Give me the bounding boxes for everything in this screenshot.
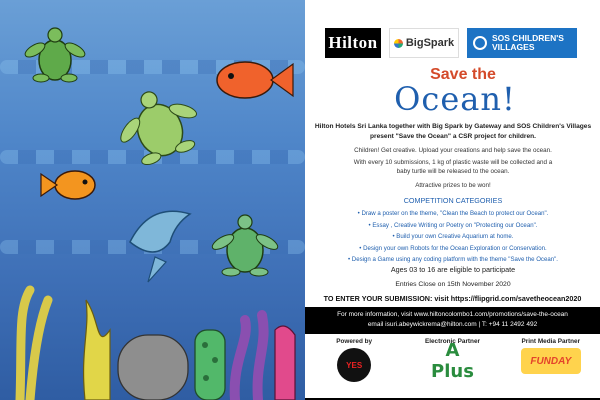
title-save-the: Save the — [430, 66, 496, 83]
bigspark-mark-icon — [394, 39, 403, 48]
funday-logo: FUNDAY — [521, 348, 581, 374]
turtle-bottom-right — [210, 215, 280, 276]
sos-villages-logo: SOS CHILDREN'S VILLAGES — [467, 28, 577, 58]
turtle-center — [106, 78, 210, 172]
category-item: • Essay , Creative Writing or Poetry on "Protecting our Ocean". — [368, 221, 538, 229]
fish-top-right — [217, 62, 293, 98]
dolphin — [130, 211, 190, 282]
partner-powered-by: Powered by YES — [309, 338, 399, 398]
coral-reef — [20, 290, 295, 400]
category-item: • Build your own Creative Aquarium at home. — [392, 233, 514, 241]
title-ocean: Ocean! — [394, 80, 516, 118]
age-eligibility: Ages 03 to 16 are eligible to participate — [390, 265, 516, 274]
body-text-1: Children! Get creative. Upload your creations and help save the ocean. — [354, 147, 552, 154]
intro-text: Hilton Hotels Sri Lanka together with Big Spark by Gateway and SOS Children's Villages present "Save the Ocean" a CSR project for children. — [314, 123, 592, 140]
entries-close: Entries Close on 15th November 2020 — [395, 281, 511, 288]
hilton-logo: Hilton — [325, 28, 381, 58]
body-text-3: Attractive prizes to be won! — [415, 182, 491, 189]
partner-electronic: Electronic Partner A Plus — [407, 338, 497, 398]
aplus-logo: A Plus — [431, 340, 474, 382]
sos-mark-icon — [473, 36, 487, 50]
bigspark-logo: BigSpark — [389, 28, 459, 58]
category-item: • Design a Game using any coding platform with the theme "Save the Ocean". — [347, 256, 559, 264]
fish-middle-left — [41, 171, 95, 199]
info-bar — [305, 307, 600, 334]
sponsor-logos — [325, 28, 577, 58]
info-website[interactable]: For more information, visit www.hiltoncolombo1.com/promotions/save-the-ocean — [337, 311, 568, 318]
partner-print-media: Print Media Partner FUNDAY — [506, 338, 596, 398]
competition-categories — [313, 208, 593, 266]
info-contact[interactable]: email isuri.abeywickrema@hilton.com | T: +94 11 2492 492 — [367, 320, 538, 328]
partners-row — [305, 338, 600, 398]
category-item: • Draw a poster on the theme, "Clean the Beach to protect our Ocean". — [357, 210, 549, 217]
body-text-2: With every 10 submissions, 1 kg of plastic waste will be collected and a baby turtle will be released to the ocean. — [353, 159, 553, 176]
category-item: • Design your own Robots for the Ocean Exploration or Conservation. — [359, 244, 547, 252]
competition-heading: COMPETITION CATEGORIES — [403, 196, 503, 205]
submission-link[interactable]: TO ENTER YOUR SUBMISSION: visit https://flipgrid.com/savetheocean2020 — [323, 294, 582, 303]
turtle-top-left — [23, 28, 87, 82]
yes-logo: YES — [337, 348, 371, 382]
